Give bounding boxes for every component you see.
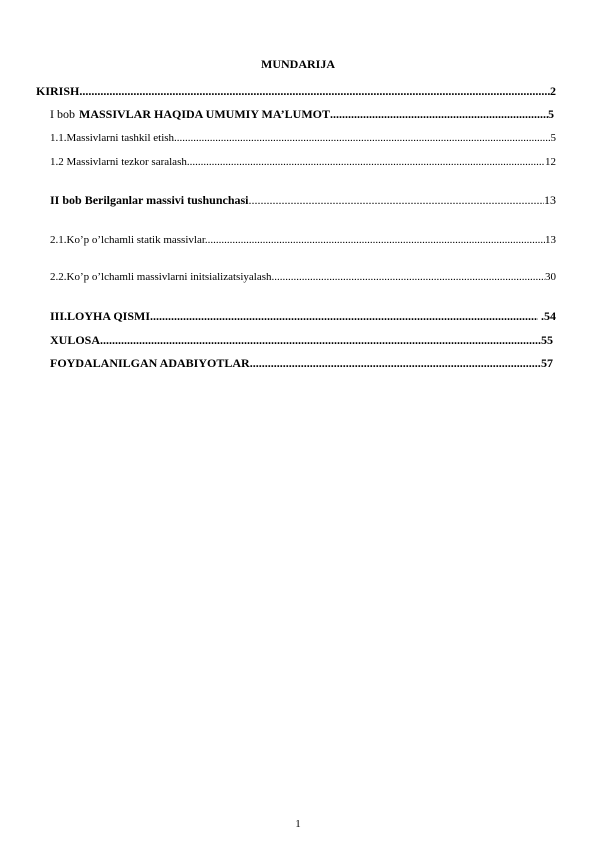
toc-entry-1-1[interactable] [50, 131, 556, 145]
toc-leader-dots [330, 107, 548, 121]
toc-leader-dots [208, 233, 545, 247]
toc-leader-dots [187, 155, 545, 169]
toc-entry-label: 2.2.Ko’p o’lchamli massivlarni initsializatsiyalash [50, 271, 272, 283]
toc-entry-page: 2 [550, 84, 556, 98]
toc-leader-dots [271, 270, 545, 284]
toc-entry-2-1[interactable] [50, 233, 556, 247]
toc-entry-page: 13 [544, 193, 556, 207]
toc-entry-1-2[interactable] [50, 155, 556, 169]
toc-entry-label: XULOSA [50, 333, 101, 347]
toc-leader-dots [250, 356, 541, 370]
toc-entry-page: 30 [545, 271, 556, 283]
toc-entry-page: 57 [541, 356, 553, 370]
toc-entry-label: 1.1.Massivlarni tashkil etish [50, 132, 175, 144]
toc-leader-dots [79, 84, 550, 98]
toc-entry-xulosa[interactable] [50, 333, 553, 347]
toc-entry-page: 5 [550, 132, 556, 144]
toc-leader-dots [174, 131, 550, 145]
toc-entry-label: KIRISH [36, 84, 80, 98]
toc-entry-page: 5 [548, 107, 554, 121]
toc-leader-dots [100, 333, 541, 347]
toc-entry-page: 13 [545, 234, 556, 246]
toc-entry-page: 12 [545, 156, 556, 168]
toc-leader-dots [150, 309, 538, 323]
toc-entry-adabiyotlar[interactable] [50, 356, 553, 370]
toc-entry-chapter-1[interactable] [50, 107, 554, 121]
toc-entry-chapter-2[interactable] [50, 193, 556, 207]
toc-entry-kirish[interactable] [36, 84, 556, 98]
toc-entry-2-2[interactable] [50, 270, 556, 284]
toc-entry-label: II bob Berilganlar massivi tushunchasi [50, 193, 249, 207]
toc-entry-label: 2.1.Ko’p o’lchamli statik massivlar. [50, 234, 208, 246]
page-number: 1 [295, 818, 301, 830]
toc-entry-label: MASSIVLAR HAQIDA UMUMIY MA’LUMOT [79, 107, 330, 121]
toc-entry-prefix: I bob [50, 107, 75, 121]
toc-entry-label: III.LOYHA QISMI [50, 309, 151, 323]
toc-leader-dots [249, 193, 545, 207]
toc-entry-label: FOYDALANILGAN ADABIYOTLAR [50, 356, 250, 370]
page-title: MUNDARIJA [261, 57, 335, 71]
toc-entry-page: .54 [538, 309, 556, 323]
toc-entry-label: 1.2 Massivlarni tezkor saralash [50, 156, 187, 168]
toc-entry-chapter-3[interactable] [50, 309, 556, 323]
toc-entry-page: 55 [541, 333, 553, 347]
